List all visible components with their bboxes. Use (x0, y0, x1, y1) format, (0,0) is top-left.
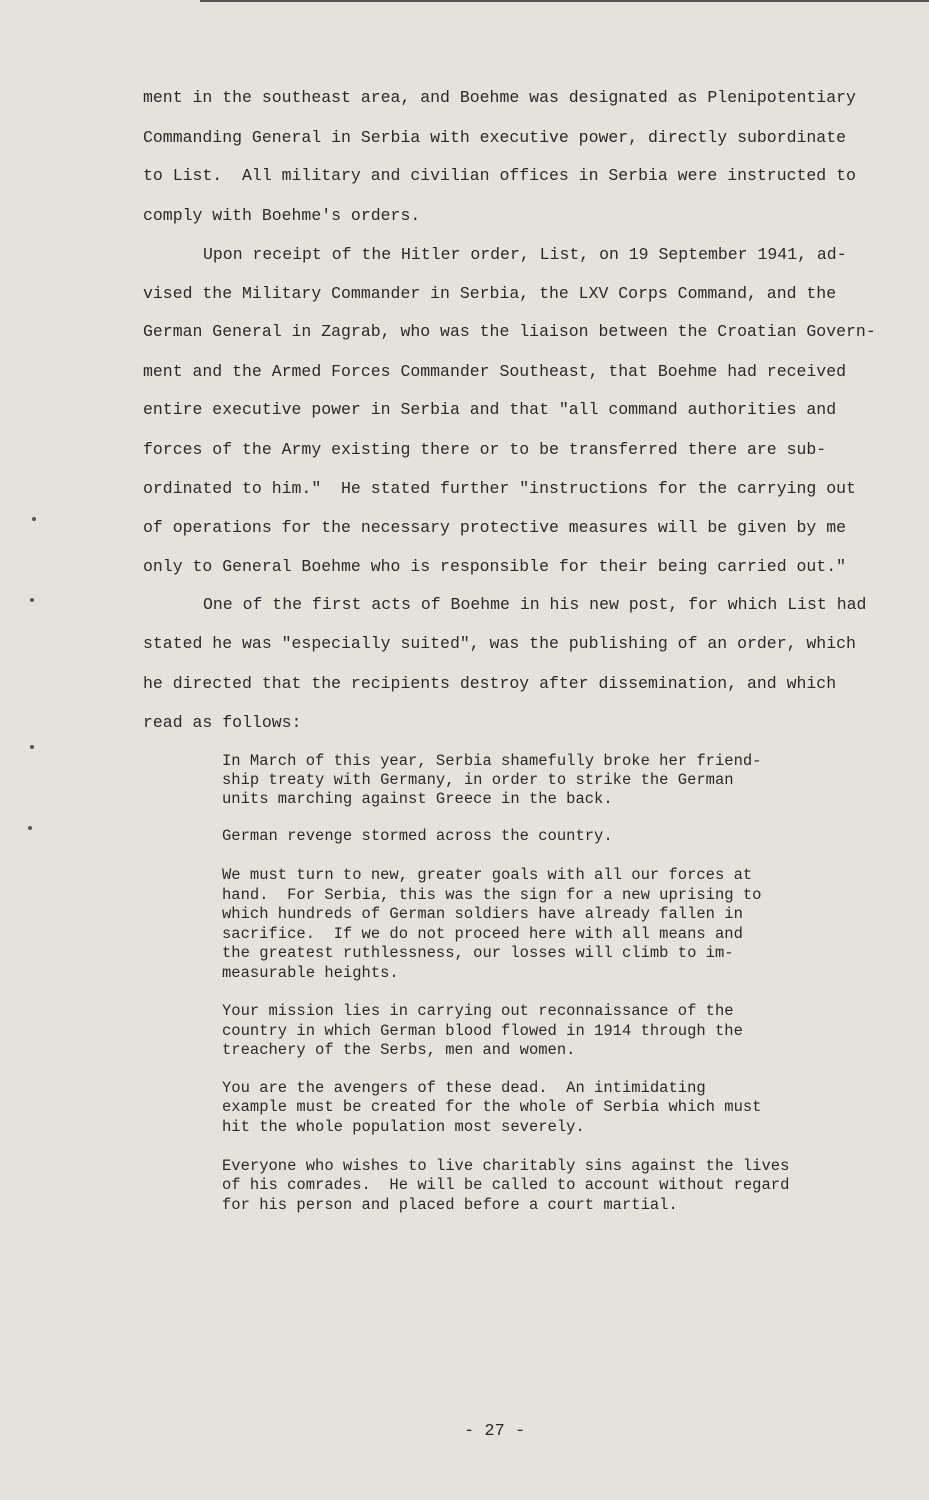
body-line: only to General Boehme who is responsible for their being carried out." (143, 557, 847, 576)
body-line: ment in the southeast area, and Boehme was designated as Plenipotentiary (143, 88, 856, 107)
body-line: Commanding General in Serbia with executive power, directly subordinate (143, 128, 847, 147)
body-line: vised the Military Commander in Serbia, the LXV Corps Command, and the (143, 284, 837, 303)
body-line: ment and the Armed Forces Commander Southeast, that Boehme had received (143, 362, 847, 381)
body-line: German General in Zagrab, who was the liaison between the Croatian Govern- (143, 322, 876, 341)
margin-speck (32, 517, 36, 521)
body-line: ordinated to him." He stated further "instructions for the carrying out (143, 479, 856, 498)
quote-line: country in which German blood flowed in 1914 through the (222, 1022, 743, 1040)
body-line: stated he was "especially suited", was the publishing of an order, which (143, 634, 856, 653)
quote-line: treachery of the Serbs, men and women. (222, 1041, 576, 1059)
quote-line: for his person and placed before a court martial. (222, 1196, 678, 1214)
quote-line: Your mission lies in carrying out reconnaissance of the (222, 1002, 734, 1020)
body-line: comply with Boehme's orders. (143, 206, 421, 225)
quote-line: Everyone who wishes to live charitably sins against the lives (222, 1157, 790, 1175)
quote-line: You are the avengers of these dead. An intimidating (222, 1079, 706, 1097)
quote-line: example must be created for the whole of Serbia which must (222, 1098, 762, 1116)
body-line: entire executive power in Serbia and that "all command authorities and (143, 400, 837, 419)
top-edge-rule (200, 0, 929, 2)
margin-speck (30, 598, 34, 602)
margin-speck (28, 826, 32, 830)
body-line: One of the first acts of Boehme in his new post, for which List had (203, 595, 867, 614)
body-line: of operations for the necessary protective measures will be given by me (143, 518, 847, 537)
page-number: - 27 - (464, 1422, 526, 1441)
margin-speck (30, 745, 34, 749)
body-line: forces of the Army existing there or to be transferred there are sub- (143, 440, 827, 459)
quote-line: We must turn to new, greater goals with all our forces at (222, 866, 753, 884)
quote-line: German revenge stormed across the country. (222, 827, 613, 845)
quote-line: the greatest ruthlessness, our losses will climb to im- (222, 944, 734, 962)
body-line: read as follows: (143, 713, 302, 732)
quote-line: of his comrades. He will be called to account without regard (222, 1176, 790, 1194)
quote-line: sacrifice. If we do not proceed here with all means and (222, 925, 743, 943)
quote-line: In March of this year, Serbia shamefully broke her friend- (222, 752, 762, 770)
quote-line: measurable heights. (222, 964, 399, 982)
body-line: he directed that the recipients destroy after dissemination, and which (143, 674, 837, 693)
quote-line: hand. For Serbia, this was the sign for a new uprising to (222, 886, 762, 904)
body-line: Upon receipt of the Hitler order, List, on 19 September 1941, ad- (203, 245, 847, 264)
body-line: to List. All military and civilian offices in Serbia were instructed to (143, 166, 856, 185)
quote-line: hit the whole population most severely. (222, 1118, 585, 1136)
quote-line: units marching against Greece in the back. (222, 790, 613, 808)
quote-line: which hundreds of German soldiers have already fallen in (222, 905, 743, 923)
quote-line: ship treaty with Germany, in order to strike the German (222, 771, 734, 789)
